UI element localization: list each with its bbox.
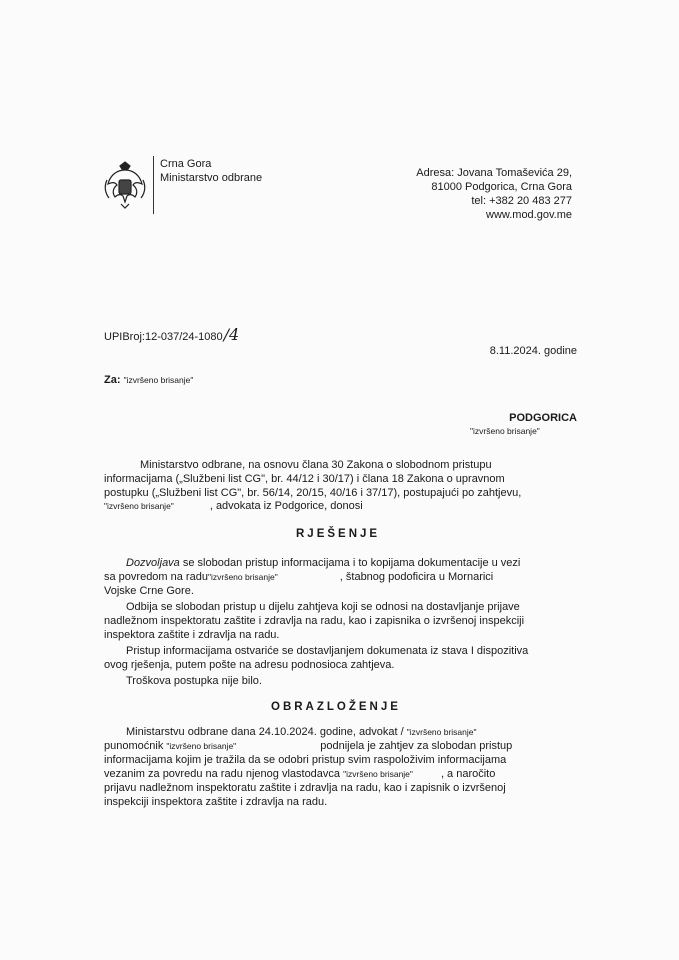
dispositive-p1-l2a: sa povredom na radu bbox=[104, 571, 208, 583]
dispositive-p1-line-3: Vojske Crne Gore. bbox=[104, 585, 194, 597]
reasoning-l2b: podnijela je zahtjev za slobodan pristup bbox=[320, 740, 513, 752]
address-line-1: Adresa: Jovana Tomaševića 29, bbox=[416, 167, 572, 179]
lawyer-redacted: "izvršeno brisanje" bbox=[406, 727, 477, 737]
reasoning-l1a: Ministarstvu odbrane dana 24.10.2024. godine, advokat / bbox=[126, 726, 404, 738]
reasoning-line-2 bbox=[104, 740, 512, 753]
recipient-redacted: "izvršeno brisanje" bbox=[123, 375, 194, 385]
dispositive-p3-line-2: ovog rješenja, putem pošte na adresu podnosioca zahtjeva. bbox=[104, 659, 395, 671]
intro-line-3: postupku („Službeni list CG", br. 56/14, 20/15, 40/16 i 37/17), postupajući po zahtjevu, bbox=[104, 487, 522, 499]
dispositive-p1-line-1 bbox=[126, 557, 520, 570]
intro-line-1: Ministarstvo odbrane, na osnovu člana 30 Zakona o slobodnom pristupu bbox=[140, 459, 492, 471]
country-name: Crna Gora bbox=[160, 158, 212, 170]
applicant-redacted: "izvršeno brisanje" bbox=[104, 501, 174, 511]
header-divider bbox=[153, 156, 154, 214]
dispositive-p2-line-2: nadležnom inspektoratu zaštite i zdravlja na radu, kao i zapisnika o izvršenoj inspekciji bbox=[104, 615, 525, 627]
document-date: 8.11.2024. godine bbox=[489, 345, 577, 357]
reasoning-line-5: prijavu nadležnom inspektoratu zaštite i zdravlja na radu, kao i zapisnik o izvršenoj bbox=[104, 782, 506, 794]
reasoning-l2a: punomoćnik bbox=[104, 740, 164, 752]
reasoning-l4a: vezanim za povredu na radu njenog vlastodavca bbox=[104, 768, 341, 780]
reference-handwritten: /4 bbox=[223, 325, 240, 344]
title-obrazlozenje: OBRAZLOŽENJE bbox=[271, 701, 401, 713]
coat-of-arms-icon bbox=[102, 160, 148, 210]
reasoning-line-6: inspekciji inspektora zaštite i zdravlja na radu. bbox=[104, 796, 328, 808]
dispositive-p2-line-1: Odbija se slobodan pristup u dijelu zahtjeva koji se odnosi na dostavljanje prijave bbox=[126, 601, 520, 613]
reasoning-line-1 bbox=[126, 726, 477, 739]
dispositive-p2-line-3: inspektora zaštite i zdravlja na radu. bbox=[104, 629, 280, 641]
intro-line-4-rest: , advokata iz Podgorice, donosi bbox=[209, 500, 363, 512]
reasoning-l4b: , a naročito bbox=[440, 768, 496, 780]
dispositive-p1-l1: se slobodan pristup informacijama i to kopijama dokumentacije u vezi bbox=[179, 557, 521, 569]
dispositive-p4: Troškova postupka nije bilo. bbox=[126, 675, 262, 687]
dispositive-p3-line-1: Pristup informacijama ostvariće se dostavljanjem dokumenata iz stava I dispozitiva bbox=[126, 645, 529, 657]
reference-number bbox=[104, 325, 240, 344]
reasoning-line-3: informacijama kojim je tražila da se odobri pristup svim raspoloživim informacijama bbox=[104, 754, 507, 766]
dispositive-p1-line-2 bbox=[104, 571, 493, 584]
recipient-label: Za: bbox=[104, 374, 121, 386]
title-rjesenje: RJEŠENJE bbox=[296, 528, 381, 540]
city-redacted: "izvršeno brisanje" bbox=[470, 426, 540, 436]
ministry-name: Ministarstvo odbrane bbox=[160, 172, 263, 184]
dozvoljava-word: Dozvoljava bbox=[126, 557, 180, 569]
dispositive-p1-l2b: , štabnog podoficira u Mornarici bbox=[339, 571, 494, 583]
address-line-2: 81000 Podgorica, Crna Gora bbox=[431, 181, 572, 193]
reference-text: UPIBroj:12-037/24-1080 bbox=[104, 331, 223, 343]
injured-redacted: "izvršeno brisanje" bbox=[207, 572, 278, 582]
website: www.mod.gov.me bbox=[486, 209, 572, 221]
client-redacted: "izvršeno brisanje" bbox=[343, 769, 413, 779]
phone: tel: +382 20 483 277 bbox=[471, 195, 572, 207]
city: PODGORICA bbox=[509, 412, 577, 424]
recipient bbox=[104, 374, 193, 387]
intro-line-2: informacijama („Službeni list CG", br. 44/12 i 30/17) i člana 18 Zakona o upravnom bbox=[104, 473, 505, 485]
intro-line-4 bbox=[104, 500, 363, 513]
principal-redacted: "izvršeno brisanje" bbox=[166, 741, 237, 751]
reasoning-line-4 bbox=[104, 768, 495, 781]
